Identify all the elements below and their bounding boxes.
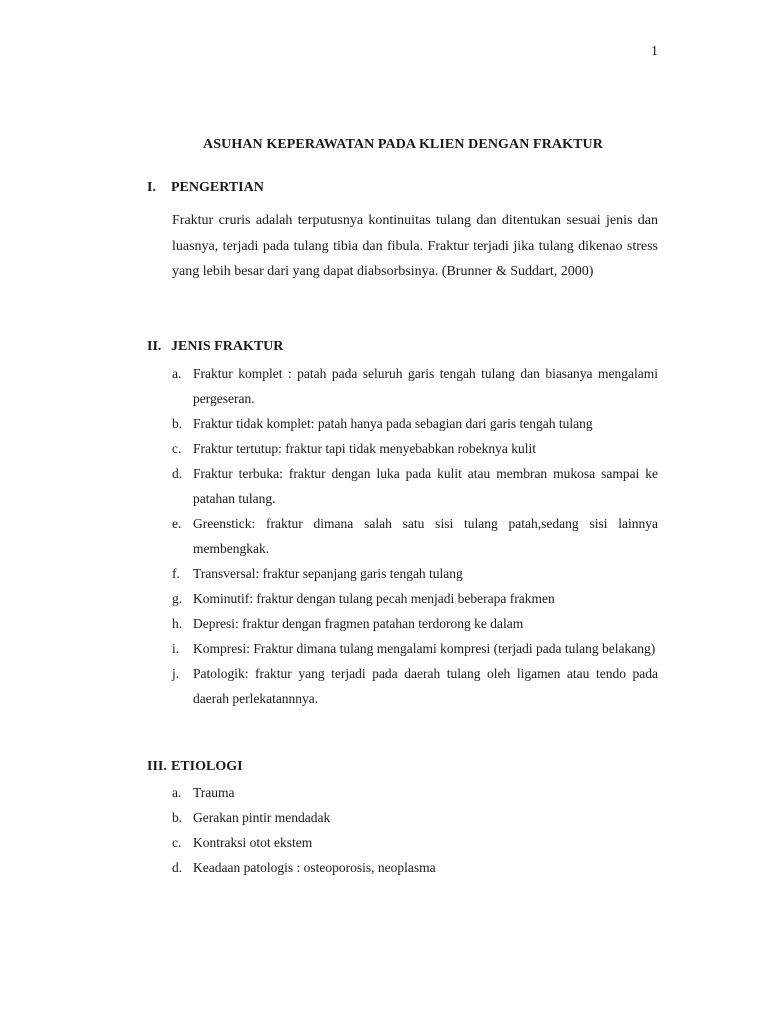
list-marker: b. xyxy=(172,810,183,825)
section-number: I. xyxy=(147,180,156,195)
section-title: PENGERTIAN xyxy=(171,180,264,195)
section-title: ETIOLOGI xyxy=(171,759,243,774)
section-title: JENIS FRAKTUR xyxy=(171,339,284,354)
list-item xyxy=(172,780,658,805)
list-item-text: Fraktur terbuka: fraktur dengan luka pada kulit atau membran mukosa sampai ke patahan tulang. xyxy=(193,466,658,506)
list-item-text: Fraktur tidak komplet: patah hanya pada sebagian dari garis tengah tulang xyxy=(193,416,593,431)
list-item-text: Fraktur komplet : patah pada seluruh garis tengah tulang dan biasanya mengalami pergeseran. xyxy=(193,366,658,406)
list-marker: b. xyxy=(172,416,183,431)
list-marker: c. xyxy=(172,441,182,456)
list-item xyxy=(172,805,658,830)
list-item xyxy=(172,511,658,561)
list-item xyxy=(172,436,658,461)
list-marker: d. xyxy=(172,466,183,481)
pengertian-paragraph: Fraktur cruris adalah terputusnya kontinuitas tulang dan ditentukan sesuai jenis dan luasnya, terjadi pada tulang tibia dan fibula. Fraktur terjadi jika tulang dikenao stress yang lebih besar dari yang dapat diabsorbsinya. (Brunner & Suddart, 2000) xyxy=(172,213,658,279)
list-item xyxy=(172,611,658,636)
list-item xyxy=(172,411,658,436)
list-item-text: Gerakan pintir mendadak xyxy=(193,810,331,825)
list-item-text: Fraktur tertutup: fraktur tapi tidak menyebabkan robeknya kulit xyxy=(193,441,537,456)
list-item xyxy=(172,830,658,855)
list-item xyxy=(172,661,658,711)
list-marker: j. xyxy=(172,666,180,681)
section-heading-jenis-fraktur xyxy=(147,339,283,355)
list-marker: a. xyxy=(172,366,182,381)
document-title: ASUHAN KEPERAWATAN PADA KLIEN DENGAN FRAKTUR xyxy=(203,137,603,152)
jenis-fraktur-list xyxy=(172,361,658,711)
list-item xyxy=(172,461,658,511)
list-marker: a. xyxy=(172,785,182,800)
list-item-text: Patologik: fraktur yang terjadi pada daerah tulang oleh ligamen atau tendo pada daerah perlekatannnya. xyxy=(193,666,658,706)
etiologi-list xyxy=(172,780,658,880)
list-item-text: Transversal: fraktur sepanjang garis tengah tulang xyxy=(193,566,463,581)
list-marker: e. xyxy=(172,516,182,531)
section-number: III. xyxy=(147,759,167,774)
list-item xyxy=(172,561,658,586)
list-item-text: Greenstick: fraktur dimana salah satu sisi tulang patah,sedang sisi lainnya membengkak. xyxy=(193,516,658,556)
list-item-text: Keadaan patologis : osteoporosis, neoplasma xyxy=(193,860,436,875)
list-marker: f. xyxy=(172,566,180,581)
list-item-text: Kompresi: Fraktur dimana tulang mengalami kompresi (terjadi pada tulang belakang) xyxy=(193,641,656,656)
list-item xyxy=(172,636,658,661)
list-item xyxy=(172,361,658,411)
section-number: II. xyxy=(147,339,162,354)
section-heading-pengertian xyxy=(147,180,264,196)
list-item-text: Depresi: fraktur dengan fragmen patahan terdorong ke dalam xyxy=(193,616,524,631)
section-heading-etiologi xyxy=(147,759,243,775)
list-item-text: Kominutif: fraktur dengan tulang pecah menjadi beberapa frakmen xyxy=(193,591,555,606)
list-marker: i. xyxy=(172,641,180,656)
list-item xyxy=(172,586,658,611)
list-marker: c. xyxy=(172,835,182,850)
list-item-text: Kontraksi otot ekstem xyxy=(193,835,313,850)
list-marker: d. xyxy=(172,860,183,875)
list-item-text: Trauma xyxy=(193,785,235,800)
list-item xyxy=(172,855,658,880)
page-number: 1 xyxy=(651,44,658,59)
list-marker: h. xyxy=(172,616,183,631)
list-marker: g. xyxy=(172,591,183,606)
